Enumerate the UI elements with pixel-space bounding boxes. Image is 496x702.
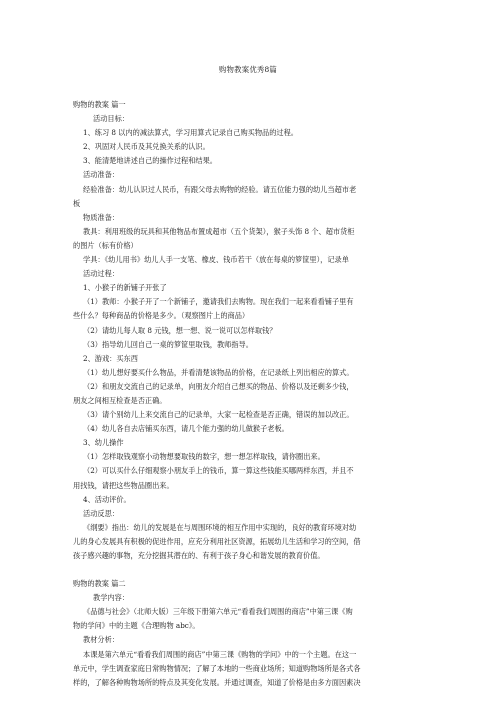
prep-label: 活动准备： bbox=[83, 170, 119, 180]
goal-item: 1、练习 8 以内的减法算式，学习用算式记录自己购买物品的过程。 bbox=[83, 128, 298, 138]
paragraph-line: （2）请幼儿每人取 8 元钱，想一想、说一说可以怎样取钱？ bbox=[83, 325, 277, 335]
paragraph-line: 《纲要》指出：幼儿的发展是在与周围环境的相互作用中实现的，良好的教育环境对幼 bbox=[83, 522, 357, 532]
paragraph-line: 板 bbox=[73, 198, 81, 208]
goal-item: 3、能清楚地讲述自己的操作过程和结果。 bbox=[83, 156, 217, 166]
analysis-label: 教材分析： bbox=[83, 635, 119, 645]
paragraph-line: 物的学问》中的主题《合理购物 abc》。 bbox=[73, 621, 200, 631]
paragraph-line: （1）幼儿想好要买什么物品，并看清楚该物品的价格，在记录纸上列出相应的算式。 bbox=[83, 367, 354, 377]
section-heading: 购物的教案 篇一 bbox=[73, 100, 126, 109]
paragraph-line: 《品德与社会》（北师大版）三年级下册第六单元“看看我们周围的商店”中第三课《购 bbox=[83, 607, 353, 617]
paragraph-line: （2）和朋友交流自己的记录单，向朋友介绍自己想买的物品、价格以及还剩多少钱， bbox=[83, 381, 354, 391]
process-label: 活动过程： bbox=[83, 269, 119, 279]
paragraph-line: 教具：利用班级的玩具和其他物品布置成超市（五个货架），猴子头饰 8 个、超市货柜 bbox=[83, 226, 355, 236]
paragraph-line: 的图片（标有价格） bbox=[73, 240, 138, 250]
goal-label: 活动目标： bbox=[93, 114, 129, 124]
paragraph-line: 朋友之间相互检查是否正确。 bbox=[73, 395, 167, 405]
paragraph-line: （3）指导幼儿回自己一桌的箩筐里取钱，教师指导。 bbox=[83, 339, 253, 349]
paragraph-line: 孩子感兴趣的事物，充分挖掘其潜在的、有利于孩子身心和谐发展的教育价值。 bbox=[73, 551, 325, 560]
paragraph-line: 些什么？每种商品的价格是多少。（观察图片上的商品） bbox=[73, 311, 250, 321]
paragraph-line: 学具：《幼儿用书》幼儿人手一支笔、橡皮、钱币若干（放在每桌的箩筐里），记录单 bbox=[83, 255, 349, 265]
step-heading: 2、游戏：买东西 bbox=[83, 353, 138, 363]
goal-item: 2、巩固对人民币及其兑换关系的认识。 bbox=[83, 142, 210, 152]
paragraph-line: （2）可以买什么仔细观察小朋友手上的钱币，算一算这些钱能买哪两样东西，并且不 bbox=[83, 466, 354, 476]
paragraph-line: 本课是第六单元“看看我们周围的商店”中第三课《购物的学问》中的一个主题。在这一 bbox=[83, 649, 357, 659]
paragraph-line: （4）幼儿各自去店铺买东西，请几个能力强的幼儿做猴子老板。 bbox=[83, 424, 289, 434]
section-heading: 购物的教案 篇二 bbox=[73, 579, 126, 589]
document-title: 购物教案优秀8篇 bbox=[218, 65, 278, 74]
paragraph-line: （1）教师：小猴子开了一个新铺子，邀请我们去购物。现在我们一起来看看铺子里有 bbox=[83, 297, 354, 307]
paragraph-line: （3）请个别幼儿上来交流自己的记录单，大家一起检查是否正确，错误的加以改正。 bbox=[83, 410, 354, 420]
step-heading: 3、幼儿操作 bbox=[83, 438, 124, 448]
section-spacer bbox=[73, 563, 423, 577]
material-label: 物质准备： bbox=[83, 212, 119, 222]
paragraph-line: （1）怎样取钱观察小动物想要取钱的数字，想一想怎样取钱，请你圈出来。 bbox=[83, 452, 325, 462]
paragraph-line: 儿的身心发展具有积极的促进作用，应充分利用社区资源，拓展幼儿生活和学习的空间，借 bbox=[73, 536, 361, 546]
reflect-label: 活动反思： bbox=[83, 508, 119, 518]
paragraph-line: 单元中，学生调查家庭日常购物情况；了解了本地的一些商业场所；知道购物场所是各式各 bbox=[73, 663, 361, 673]
content-label: 教学内容： bbox=[93, 593, 129, 603]
paragraph-line: 经验准备：幼儿认识过人民币，有跟父母去购物的经验。请五位能力强的幼儿当超市老 bbox=[83, 184, 357, 194]
step-heading: 4、活动评价。 bbox=[83, 494, 131, 504]
paragraph-line: 样的，了解各种购物场所的特点及其变化发展。并通过调查，知道了价格是由多方面因素决 bbox=[73, 677, 361, 687]
step-heading: 1、小猴子的新铺子开张了 bbox=[83, 283, 167, 293]
paragraph-line: 用找钱，请把这些物品圈出来。 bbox=[73, 480, 174, 490]
